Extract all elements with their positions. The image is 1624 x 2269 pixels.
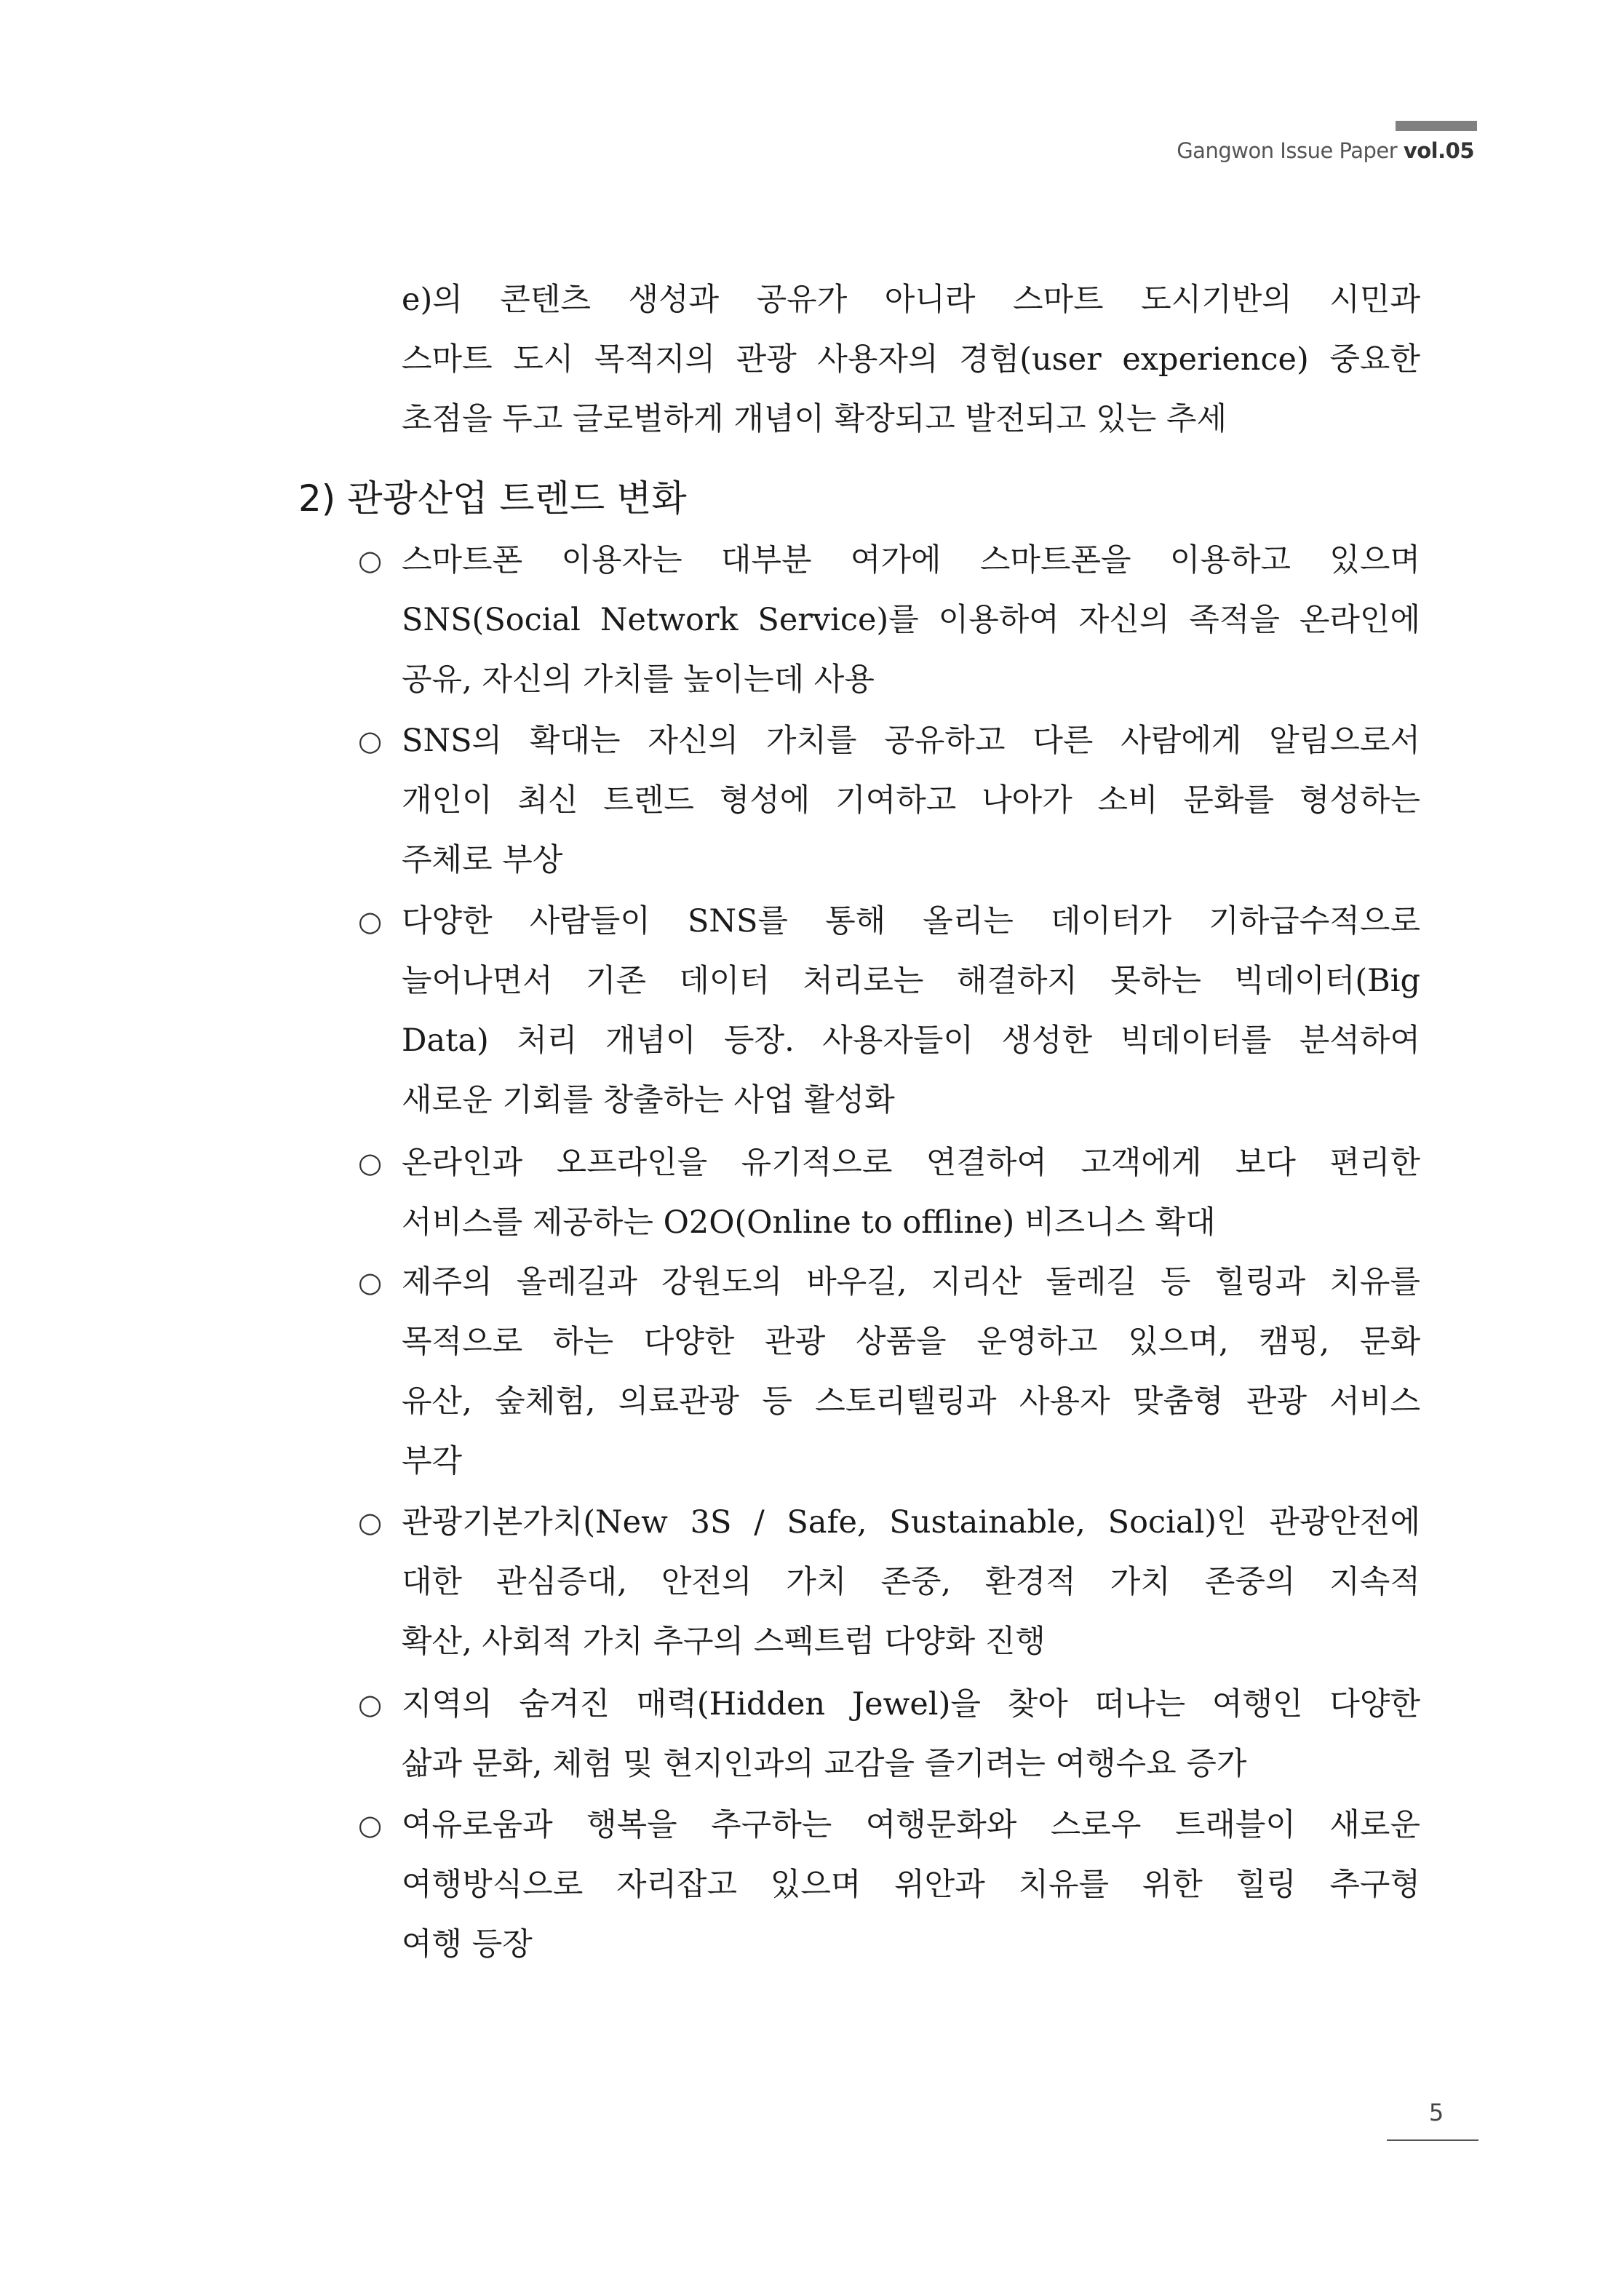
bullet-line: 목적으로 하는 다양한 관광 상품을 운영하고 있으며, 캠핑, 문화 bbox=[402, 1324, 1420, 1360]
publication-name: Gangwon Issue Paper bbox=[1177, 138, 1404, 163]
bullet-circle-icon: ○ bbox=[358, 725, 383, 757]
bullet-line: 새로운 기회를 창출하는 사업 활성화 bbox=[402, 1082, 895, 1118]
bullet-line: 여행 등장 bbox=[402, 1926, 533, 1963]
bullet-circle-icon: ○ bbox=[358, 1688, 383, 1720]
bullet-line: 유산, 숲체험, 의료관광 등 스토리텔링과 사용자 맞춤형 관광 서비스 bbox=[402, 1383, 1420, 1420]
bullet-line: 서비스를 제공하는 O2O(Online to offline) 비즈니스 확대 bbox=[402, 1204, 1216, 1241]
bullet-circle-icon: ○ bbox=[358, 1266, 383, 1298]
page-number: 5 bbox=[1428, 2099, 1444, 2126]
bullet-circle-icon: ○ bbox=[358, 1147, 383, 1179]
bullet-circle-icon: ○ bbox=[358, 1809, 383, 1841]
intro-line: e)의 콘텐츠 생성과 공유가 아니라 스마트 도시기반의 시민과 bbox=[402, 282, 1420, 318]
bullet-line: 여유로움과 행복을 추구하는 여행문화와 스로우 트래블이 새로운 bbox=[402, 1807, 1420, 1843]
bullet-line: 여행방식으로 자리잡고 있으며 위안과 치유를 위한 힐링 추구형 bbox=[402, 1867, 1420, 1903]
bullet-line: 주체로 부상 bbox=[402, 842, 563, 878]
section-title: 2) 관광산업 트렌드 변화 bbox=[298, 477, 687, 520]
bullet-line: 부각 bbox=[402, 1443, 463, 1479]
bullet-line: 관광기본가치(New 3S / Safe, Sustainable, Social)인 관광안전에 bbox=[402, 1504, 1420, 1541]
bullet-line: SNS의 확대는 자신의 가치를 공유하고 다른 사람에게 알림으로서 bbox=[402, 723, 1420, 759]
bullet-line: 스마트폰 이용자는 대부분 여가에 스마트폰을 이용하고 있으며 bbox=[402, 542, 1420, 579]
bullet-circle-icon: ○ bbox=[358, 905, 383, 937]
volume-label: vol.05 bbox=[1403, 138, 1474, 163]
bullet-line: 지역의 숨겨진 매력(Hidden Jewel)을 찾아 떠나는 여행인 다양한 bbox=[402, 1686, 1420, 1722]
footer-rule bbox=[1387, 2139, 1478, 2141]
bullet-line: 온라인과 오프라인을 유기적으로 연결하여 고객에게 보다 편리한 bbox=[402, 1145, 1420, 1181]
bullet-circle-icon: ○ bbox=[358, 544, 383, 576]
bullet-line: 대한 관심증대, 안전의 가치 존중, 환경적 가치 존중의 지속적 bbox=[402, 1564, 1420, 1600]
publication-header bbox=[1177, 138, 1474, 163]
bullet-line: 개인이 최신 트렌드 형성에 기여하고 나아가 소비 문화를 형성하는 bbox=[402, 782, 1420, 819]
bullet-line: 다양한 사람들이 SNS를 통해 올리는 데이터가 기하급수적으로 bbox=[402, 903, 1420, 939]
intro-line: 스마트 도시 목적지의 관광 사용자의 경험(user experience) 중요한 bbox=[402, 341, 1420, 378]
bullet-line: 공유, 자신의 가치를 높이는데 사용 bbox=[402, 661, 875, 698]
bullet-line: SNS(Social Network Service)를 이용하여 자신의 족적을 온라인에 bbox=[402, 602, 1420, 638]
bullet-circle-icon: ○ bbox=[358, 1506, 383, 1538]
intro-line: 초점을 두고 글로벌하게 개념이 확장되고 발전되고 있는 추세 bbox=[402, 401, 1227, 437]
bullet-line: 삶과 문화, 체험 및 현지인과의 교감을 즐기려는 여행수요 증가 bbox=[402, 1746, 1247, 1782]
bullet-line: 제주의 올레길과 강원도의 바우길, 지리산 둘레길 등 힐링과 치유를 bbox=[402, 1264, 1420, 1300]
bullet-line: 확산, 사회적 가치 추구의 스펙트럼 다양화 진행 bbox=[402, 1624, 1046, 1660]
bullet-line: Data) 처리 개념이 등장. 사용자들이 생성한 빅데이터를 분석하여 bbox=[402, 1022, 1420, 1059]
bullet-line: 늘어나면서 기존 데이터 처리로는 해결하지 못하는 빅데이터(Big bbox=[402, 963, 1420, 999]
header-accent-bar bbox=[1396, 121, 1477, 131]
